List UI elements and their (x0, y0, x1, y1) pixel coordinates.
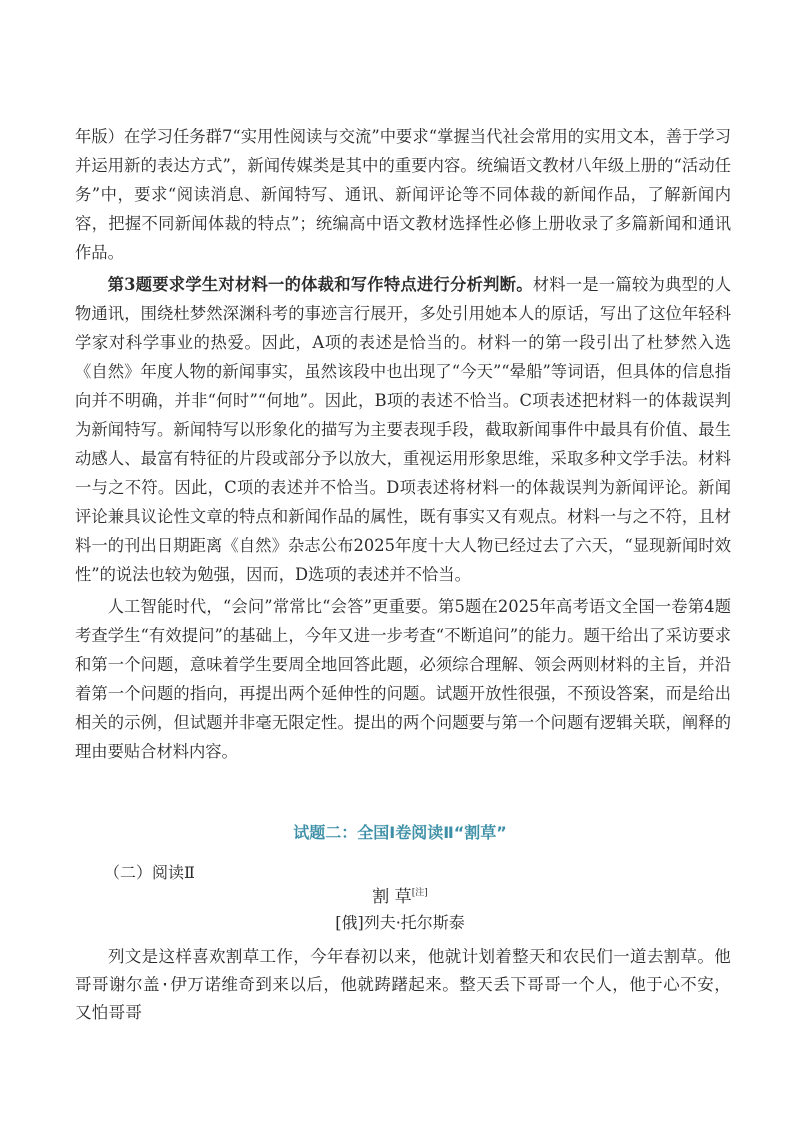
story-title-text: 割 草 (372, 887, 412, 907)
section-title: 试题二：全国Ⅰ卷阅读Ⅱ“割草” (293, 823, 507, 842)
footnote-marker: [注] (411, 888, 428, 898)
story-excerpt: 列文是这样喜欢割草工作，今年春初以来，他就计划着整天和农民们一道去割草。他哥哥谢尔盖·伊万诺维奇到来以后，他就踌躇起来。整天丢下哥哥一个人，他于心不安，又怕哥哥 (75, 947, 731, 1022)
story-author: [俄]列夫·托尔斯泰 (335, 913, 465, 932)
article-body (75, 122, 731, 769)
paragraph-2-body: 材料一是一篇较为典型的人物通讯，围绕杜梦然深渊科考的事迹言行展开，多处引用她本人的原话，写出了这位年轻科学家对科学事业的热爱。因此，A项的表述是恰当的。材料一的第一段引出了杜梦然入选《自然》年度人物的新闻事实，虽然该段中也出现了“今天”“晕船”等词语，但具体的信息指向并不明确，并非“何时”“何地”。因此，B项的表述不恰当。C项表述把材料一的体裁误判为新闻特写。新闻特写以形象化的描写为主要表现手段，截取新闻事件中最具有价值、最生动感人、最富有特征的片段或部分予以放大，重视运用形象思维，采取多种文学手法。材料一与之不符。因此，C项的表述并不恰当。D项表述将材料一的体裁误判为新闻评论。新闻评论兼具议论性文章的特点和新闻作品的属性，既有事实又有观点。材料一与之不符，且材料一的刊出日期距离《自然》杂志公布2025年度十大人物已经过去了六天，“显现新闻时效性”的说法也较为勉强，因而，D选项的表述并不恰当。 (75, 275, 731, 584)
paragraph-3: 人工智能时代，“会问”常常比“会答”更重要。第5题在2025年高考语文全国一卷第4题考查学生“有效提问”的基础上，今年又进一步考查“不断追问”的能力。题干给出了采访要求和第一个问题，意味着学生要周全地回答此题，必须综合理解、领会两则材料的主旨，并沿着第一个问题的指向，再提出两个延伸性的问题。试题开放性很强，不预设答案，而是给出相关的示例，但试题并非毫无限定性。提出的两个问题要与第一个问题有逻辑关联，阐释的理由要贴合材料内容。 (75, 597, 731, 761)
story-title (0, 882, 800, 907)
paragraph-2 (75, 270, 731, 589)
paragraph-2-lead: 第3题要求学生对材料一的体裁和写作特点进行分析判断。 (107, 275, 533, 294)
sub-heading: （二）阅读Ⅱ (104, 863, 195, 882)
paragraph-1: 年版）在学习任务群7“实用性阅读与交流”中要求“掌握当代社会常用的实用文本，善于学习并运用新的表达方式”，新闻传媒类是其中的重要内容。统编语文教材八年级上册的“活动任务”中，要求“阅读消息、新闻特写、通讯、新闻评论等不同体裁的新闻作品，了解新闻内容，把握不同新闻体裁的特点”；统编高中语文教材选择性必修上册收录了多篇新闻和通讯作品。 (75, 127, 731, 262)
